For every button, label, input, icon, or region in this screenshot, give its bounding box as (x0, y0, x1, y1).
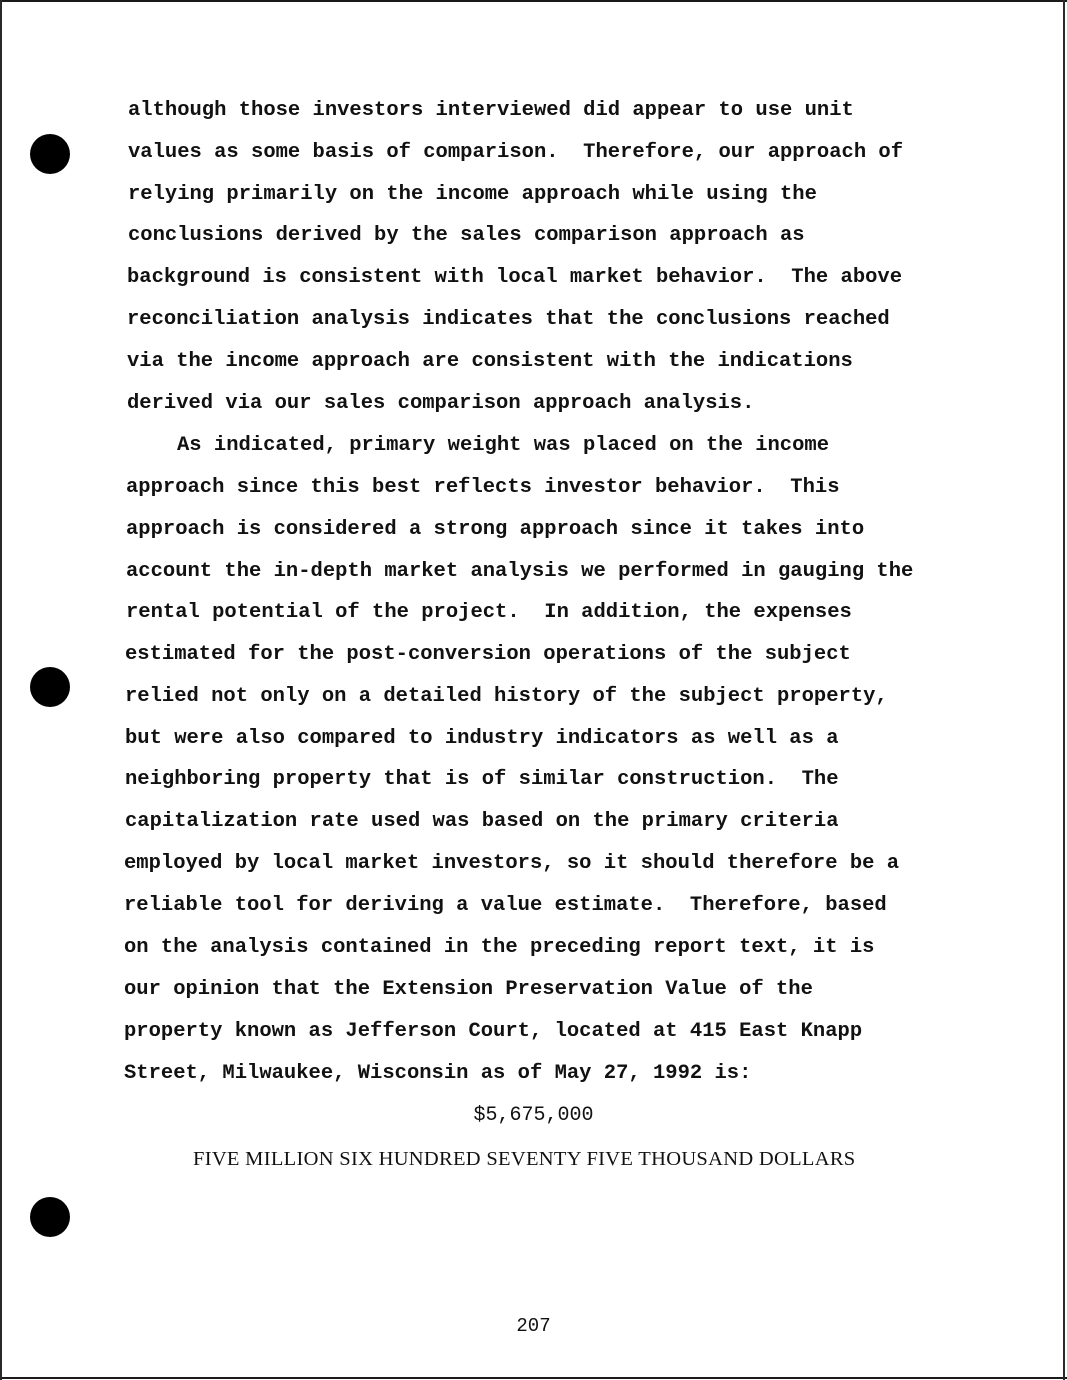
punch-hole-middle (30, 667, 70, 707)
page-left-edge (0, 0, 2, 1380)
text-line: As indicated, primary weight was placed on the income (177, 434, 830, 457)
text-line: background is consistent with local market behavior. The above (127, 266, 903, 289)
text-line: approach is considered a strong approach since it takes into (126, 518, 865, 541)
text-line: our opinion that the Extension Preservation Value of the (124, 978, 813, 1001)
punch-hole-top (30, 134, 70, 174)
text-line: employed by local market investors, so it should therefore be a (124, 852, 900, 875)
text-line: conclusions derived by the sales comparison approach as (128, 224, 805, 247)
page-top-edge (0, 0, 1067, 2)
text-line: values as some basis of comparison. Therefore, our approach of (128, 141, 904, 164)
value-amount-words: FIVE MILLION SIX HUNDRED SEVENTY FIVE THOUSAND DOLLARS (193, 1148, 856, 1170)
text-line: reliable tool for deriving a value estimate. Therefore, based (124, 894, 887, 917)
text-line: relying primarily on the income approach while using the (128, 183, 817, 206)
text-line: although those investors interviewed did appear to use unit (128, 99, 854, 122)
text-line: estimated for the post-conversion operations of the subject (125, 643, 851, 666)
text-line: relied not only on a detailed history of the subject property, (125, 685, 888, 708)
text-line: property known as Jefferson Court, located at 415 East Knapp (124, 1020, 863, 1043)
text-line: via the income approach are consistent with the indications (127, 350, 853, 373)
text-line: derived via our sales comparison approach analysis. (127, 392, 755, 415)
text-line: capitalization rate used was based on the primary criteria (125, 810, 839, 833)
text-line: neighboring property that is of similar construction. The (125, 768, 839, 791)
text-line: approach since this best reflects investor behavior. This (126, 476, 840, 499)
text-line: account the in-depth market analysis we performed in gauging the (126, 560, 914, 583)
text-line: reconciliation analysis indicates that the conclusions reached (127, 308, 890, 331)
value-amount: $5,675,000 (473, 1104, 594, 1127)
page-number: 207 (516, 1315, 551, 1337)
page-bottom-edge (0, 1377, 1067, 1379)
page-right-edge (1063, 0, 1065, 1380)
text-line: on the analysis contained in the preceding report text, it is (124, 936, 875, 959)
text-line: Street, Milwaukee, Wisconsin as of May 27, 1992 is: (124, 1062, 752, 1085)
text-line: rental potential of the project. In addition, the expenses (126, 601, 852, 624)
punch-hole-bottom (30, 1197, 70, 1237)
text-line: but were also compared to industry indicators as well as a (125, 727, 839, 750)
